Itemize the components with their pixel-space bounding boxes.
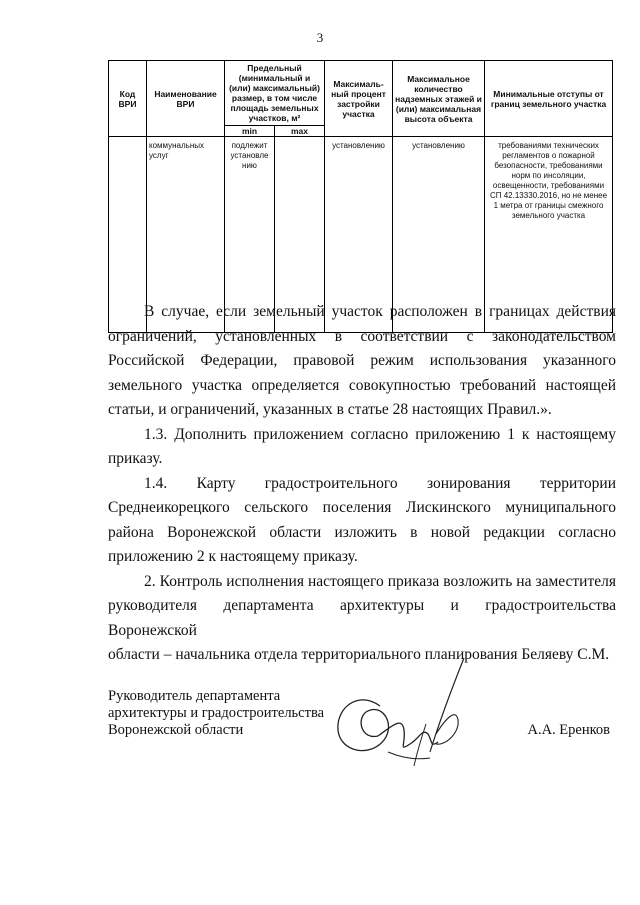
paragraph-line: Среднеикорецкого сельского поселения Лискинского муниципального [108,499,616,516]
paragraph-line: 1.4. Карту градостроительного зонирования территории [144,474,616,492]
header-name: Наименование ВРИ [147,61,225,137]
vri-table [108,60,613,333]
signatory-title-line: Руководитель департамента [108,688,281,704]
paragraph-line: статьи, и ограничений, указанных в статье 28 настоящих Правил.». [108,401,552,418]
signatory-title-line: архитектуры и градостроительства [108,705,325,721]
paragraph-line: области – начальника отдела территориального планирования Беляеву С.М. [108,646,610,663]
paragraph-line: Российской Федерации, правовой режим использования указанного [108,352,616,369]
paragraph-line: приложению 2 к настоящему приказу. [108,548,358,565]
cell-percent: установлению [325,137,393,333]
paragraph-line: ограничений, установленных в соответствии с законодательством [108,327,616,345]
header-floors: Максимальное количество надземных этажей и (или) максимальная высота объекта [393,61,485,137]
header-code: Код ВРИ [109,61,147,137]
paragraph-line: 2. Контроль исполнения настоящего приказа возложить на заместителя [144,572,616,590]
header-setback: Минимальные отступы от границ земельного участка [485,61,613,137]
page-number: 3 [316,30,324,45]
header-size: Предельный (минимальный и (или) максимальный) размер, в том числе площадь земельных участков, м² [225,61,325,126]
handwritten-signature [318,648,468,778]
document-body [108,300,616,668]
header-max: max [275,126,325,137]
cell-name: коммунальных услуг [147,137,225,333]
paragraph-line: района Воронежской области изложить в новой редакции согласно [108,523,616,541]
paragraph-line: руководителя департамента архитектуры и градостроительства Воронежской [108,597,616,639]
header-min: min [225,126,275,137]
table-header-row [109,61,613,126]
paragraph-line: В случае, если земельный участок расположен в границах действия [144,303,616,320]
paragraph-line: земельного участка определяется совокупностью требований настоящей [108,376,616,394]
cell-min: подлежит установле нию [225,137,275,333]
signatory-title-line: Воронежской области [108,722,244,738]
signatory-name: А.А. Еренков [527,722,610,738]
header-percent: Максималь-ный процент застройки участка [325,61,393,137]
paragraph-line: приказу. [108,450,163,467]
cell-setback: требованиями технических регламентов о пожарной безопасности, требованиями норм по инсоляции, освещенности, требованиями СП 42.13330.2016, но не менее 1 метра от границы смежного земельного участка [485,137,613,333]
cell-floors: установлению [393,137,485,333]
paragraph-line: 1.3. Дополнить приложением согласно приложению 1 к настоящему [144,425,616,443]
signatory-title [108,688,324,739]
